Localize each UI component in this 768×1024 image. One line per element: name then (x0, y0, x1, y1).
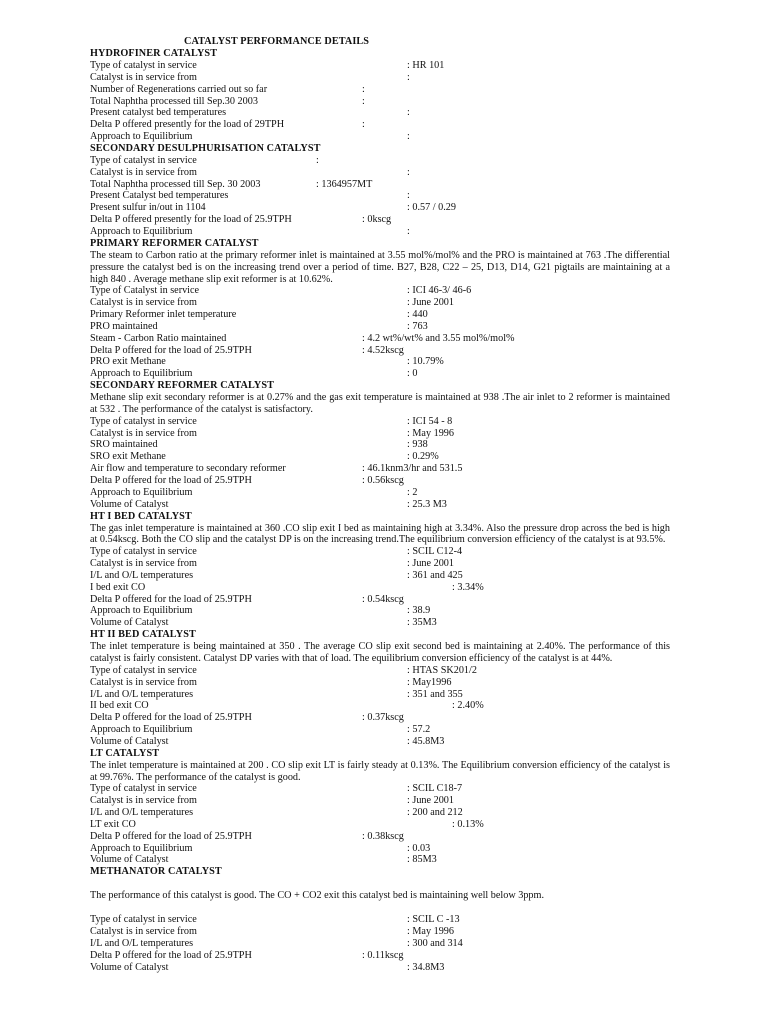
detail-label: Present catalyst bed temperatures (90, 107, 227, 119)
detail-row (90, 345, 670, 357)
detail-label: I/L and O/L temperatures (90, 937, 194, 949)
detail-row (90, 155, 670, 167)
section-paragraph: The performance of this catalyst is good. The CO + CO2 exit this catalyst bed is maintaining well below 3ppm. (90, 890, 545, 902)
detail-row (90, 689, 670, 701)
detail-label: Delta P offered for the load of 25.9TPH (90, 830, 252, 842)
detail-value: : 0.37kscg (362, 712, 404, 724)
detail-row (90, 843, 670, 855)
detail-value: : (316, 154, 319, 166)
detail-label: Catalyst is in service from (90, 795, 197, 807)
detail-value: : 0.38kscg (362, 830, 404, 842)
detail-row (90, 724, 670, 736)
detail-value: : 763 (407, 320, 428, 332)
detail-label: I/L and O/L temperatures (90, 688, 194, 700)
spacer (90, 878, 670, 890)
detail-value: : June 2001 (407, 558, 454, 570)
detail-row (90, 309, 670, 321)
detail-label: PRO exit Methane (90, 356, 166, 368)
spacer (90, 902, 670, 914)
detail-row (90, 677, 670, 689)
detail-label: Type of catalyst in service (90, 60, 197, 71)
detail-row (90, 558, 670, 570)
detail-row (90, 665, 670, 677)
section-heading: SECONDARY REFORMER CATALYST (90, 380, 275, 392)
detail-value: : 3.34% (452, 581, 484, 593)
detail-label: Delta P offered for the load of 25.9TPH (90, 344, 252, 356)
detail-value: : 45.8M3 (407, 735, 445, 747)
detail-label: Total Naphtha processed till Sep. 30 2003 (90, 178, 261, 190)
detail-row (90, 72, 670, 84)
detail-label: Present Catalyst bed temperatures (90, 190, 229, 202)
detail-value: : May 1996 (407, 926, 454, 937)
detail-row (90, 475, 670, 487)
section-heading: HYDROFINER CATALYST (90, 48, 218, 59)
detail-label: Total Naphtha processed till Sep.30 2003 (90, 95, 258, 107)
detail-label: Type of catalyst in service (90, 415, 197, 427)
detail-label: Delta P offered for the load of 25.9TPH (90, 475, 252, 486)
detail-label: Approach to Equilibrium (90, 368, 193, 380)
detail-value: : June 2001 (407, 297, 454, 309)
detail-row (90, 416, 670, 428)
detail-row (90, 546, 670, 558)
section-heading: METHANATOR CATALYST (90, 866, 222, 878)
detail-label: Approach to Equilibrium (90, 225, 193, 237)
detail-label: Type of catalyst in service (90, 664, 197, 676)
catalyst-section (90, 748, 670, 867)
detail-label: I bed exit CO (90, 581, 146, 593)
section-paragraph: The steam to Carbon ratio at the primary reformer inlet is maintained at 3.55 mol%/mol% and the PRO is maintained at 763 .The differential pressure the catalyst bed is on the increasing trend over a period of time. B27, B28, C22 – 25, D13, D14, G21 pigtails are maintaining at a high 840 . Average methane slip exit reformer is at 10.62%. (90, 249, 670, 285)
detail-value: : (362, 95, 365, 107)
detail-label: Catalyst is in service from (90, 427, 197, 439)
detail-value: : 351 and 355 (407, 688, 463, 700)
detail-row (90, 712, 670, 724)
document-title: CATALYST PERFORMANCE DETAILS (184, 36, 370, 47)
detail-row (90, 807, 670, 819)
detail-value: : 440 (407, 309, 428, 321)
detail-value: : (407, 131, 410, 143)
detail-row (90, 119, 670, 131)
detail-row (90, 202, 670, 214)
detail-value: : 0.11kscg (362, 949, 404, 961)
catalyst-section (90, 48, 670, 143)
detail-label: Air flow and temperature to secondary reformer (90, 463, 286, 475)
detail-label: Present sulfur in/out in 1104 (90, 202, 206, 214)
detail-label: I/L and O/L temperatures (90, 569, 194, 581)
section-paragraph: Methane slip exit secondary reformer is at 0.27% and the gas exit temperature is maintained at 938 .The air inlet to 2 reformer is maintained at 532 . The performance of the catalyst is satisfactory. (90, 392, 670, 415)
detail-value: : 2.40% (452, 700, 484, 712)
detail-value: : 0.56kscg (362, 475, 404, 486)
detail-value: : 0 (407, 368, 418, 380)
detail-value: : May 1996 (407, 427, 454, 439)
detail-value: : 46.1knm3/hr and 531.5 (362, 463, 463, 475)
detail-value: : 85M3 (407, 854, 437, 866)
detail-row (90, 167, 670, 179)
detail-value: : 25.3 M3 (407, 498, 447, 510)
detail-row (90, 795, 670, 807)
section-paragraph: The gas inlet temperature is maintained at 360 .CO slip exit I bed as maintaining high at 3.34%. Also the pressure drop across the bed is high at 0.54kscg. Both the CO slip and the catalyst DP is on the increasing trend.The equilibrium conversion efficiency of the catalyst is at 93.5%. (90, 522, 670, 546)
detail-value: : 1364957MT (316, 178, 373, 190)
detail-value: : (362, 119, 365, 131)
detail-row (90, 131, 670, 143)
detail-label: Type of catalyst in service (90, 914, 197, 926)
detail-label: Delta P offered presently for the load of 29TPH (90, 119, 285, 131)
detail-value: : SCIL C -13 (407, 914, 460, 926)
detail-row (90, 938, 670, 950)
detail-value: : 2 (407, 486, 418, 498)
detail-value: : 0.03 (407, 842, 431, 854)
detail-value: : 35M3 (407, 617, 437, 629)
detail-label: Approach to Equilibrium (90, 842, 193, 854)
detail-value: : ICI 46-3/ 46-6 (407, 285, 472, 297)
detail-value: : 4.2 wt%/wt% and 3.55 mol%/mol% (362, 332, 515, 344)
detail-value: : 0.13% (452, 818, 484, 830)
detail-label: Catalyst is in service from (90, 297, 197, 309)
detail-value: : (407, 225, 410, 237)
detail-value: : 0.29% (407, 451, 439, 463)
detail-label: Approach to Equilibrium (90, 131, 193, 143)
detail-value: : 38.9 (407, 605, 431, 617)
detail-row (90, 439, 670, 451)
detail-row (90, 854, 670, 866)
detail-row (90, 463, 670, 475)
detail-label: Type of catalyst in service (90, 783, 197, 795)
detail-value: : 0kscg (362, 214, 392, 226)
detail-row (90, 190, 670, 202)
detail-label: Steam - Carbon Ratio maintained (90, 332, 227, 344)
detail-label: Approach to Equilibrium (90, 486, 193, 498)
detail-value: : 200 and 212 (407, 807, 463, 819)
detail-label: SRO exit Methane (90, 451, 166, 463)
detail-row (90, 962, 670, 974)
catalyst-section (90, 511, 670, 630)
detail-row (90, 84, 670, 96)
catalyst-section (90, 629, 670, 748)
section-heading: LT CATALYST (90, 747, 160, 759)
document-page (90, 36, 670, 973)
detail-row (90, 297, 670, 309)
detail-row (90, 487, 670, 499)
detail-label: Catalyst is in service from (90, 926, 197, 937)
detail-value: : (362, 83, 365, 95)
detail-label: Volume of Catalyst (90, 498, 169, 510)
catalyst-section (90, 866, 670, 973)
detail-label: II bed exit CO (90, 700, 149, 712)
detail-row (90, 107, 670, 119)
detail-value: : 4.52kscg (362, 344, 404, 356)
detail-label: Number of Regenerations carried out so far (90, 83, 268, 95)
detail-value: : SCIL C12-4 (407, 546, 463, 558)
detail-row (90, 700, 670, 712)
detail-row (90, 617, 670, 629)
detail-row (90, 926, 670, 938)
detail-label: PRO maintained (90, 320, 158, 332)
detail-value: : May1996 (407, 676, 452, 688)
detail-row (90, 179, 670, 191)
detail-row (90, 594, 670, 606)
detail-value: : 57.2 (407, 724, 431, 736)
detail-row (90, 831, 670, 843)
detail-label: Approach to Equilibrium (90, 605, 193, 617)
section-heading: HT I BED CATALYST (90, 510, 192, 522)
detail-value: : SCIL C18-7 (407, 783, 463, 795)
detail-value: : 10.79% (407, 356, 444, 368)
detail-row (90, 285, 670, 297)
detail-row (90, 605, 670, 617)
detail-label: Volume of Catalyst (90, 735, 169, 747)
detail-row (90, 783, 670, 795)
sections-container (90, 48, 670, 973)
detail-label: Delta P offered presently for the load of 25.9TPH (90, 214, 292, 226)
detail-value: : 361 and 425 (407, 569, 463, 581)
catalyst-section (90, 380, 670, 510)
detail-row (90, 914, 670, 926)
detail-label: Catalyst is in service from (90, 71, 197, 83)
detail-label: Volume of Catalyst (90, 854, 169, 866)
detail-value: : (407, 190, 410, 202)
detail-label: Primary Reformer inlet temperature (90, 309, 237, 321)
detail-label: Volume of Catalyst (90, 961, 169, 973)
detail-value: : 300 and 314 (407, 937, 463, 949)
detail-value: : HR 101 (407, 60, 445, 71)
detail-value: : 938 (407, 439, 428, 451)
detail-row (90, 499, 670, 511)
detail-label: Type of catalyst in service (90, 546, 197, 558)
detail-row (90, 60, 670, 72)
detail-label: Catalyst is in service from (90, 676, 197, 688)
detail-value: : 0.57 / 0.29 (407, 202, 456, 214)
detail-label: SRO maintained (90, 439, 158, 451)
detail-value: : (407, 71, 410, 83)
detail-row (90, 819, 670, 831)
section-heading: HT II BED CATALYST (90, 629, 196, 641)
detail-row (90, 356, 670, 368)
detail-row (90, 570, 670, 582)
detail-label: Approach to Equilibrium (90, 724, 193, 736)
detail-label: Delta P offered for the load of 25.9TPH (90, 712, 252, 724)
catalyst-section (90, 143, 670, 238)
section-heading: PRIMARY REFORMER CATALYST (90, 237, 259, 249)
detail-row (90, 428, 670, 440)
detail-value: : June 2001 (407, 795, 454, 807)
section-heading: SECONDARY DESULPHURISATION CATALYST (90, 142, 321, 154)
detail-row (90, 736, 670, 748)
detail-row (90, 333, 670, 345)
detail-label: I/L and O/L temperatures (90, 807, 194, 819)
detail-label: LT exit CO (90, 818, 136, 830)
detail-row (90, 321, 670, 333)
detail-label: Type of Catalyst in service (90, 285, 200, 297)
detail-row (90, 96, 670, 108)
detail-value: : ICI 54 - 8 (407, 415, 453, 427)
detail-row (90, 451, 670, 463)
detail-row (90, 368, 670, 380)
detail-value: : (407, 107, 410, 119)
detail-label: Delta P offered for the load of 25.9TPH (90, 949, 252, 961)
detail-label: Volume of Catalyst (90, 617, 169, 629)
detail-label: Catalyst is in service from (90, 166, 197, 178)
detail-row (90, 582, 670, 594)
detail-row (90, 214, 670, 226)
section-paragraph: The inlet temperature is maintained at 200 . CO slip exit LT is fairly steady at 0.13%. The Equilibrium conversion efficiency of the catalyst is at 99.76%. The performance of the catalyst is good. (90, 759, 670, 783)
detail-value: : HTAS SK201/2 (407, 664, 477, 676)
detail-value: : 34.8M3 (407, 961, 445, 973)
detail-label: Delta P offered for the load of 25.9TPH (90, 593, 252, 605)
detail-value: : 0.54kscg (362, 593, 404, 605)
detail-label: Type of catalyst in service (90, 154, 197, 166)
detail-label: Catalyst is in service from (90, 558, 197, 570)
section-paragraph: The inlet temperature is being maintained at 350 . The average CO slip exit second bed is maintaining at 2.40%. The performance of this catalyst is fairly consistent. Catalyst DP varies with that of load. The equilibrium conversion efficiency of the catalyst is at 44%. (90, 641, 670, 664)
detail-row (90, 950, 670, 962)
detail-value: : (407, 166, 410, 178)
catalyst-section (90, 238, 670, 380)
detail-row (90, 226, 670, 238)
